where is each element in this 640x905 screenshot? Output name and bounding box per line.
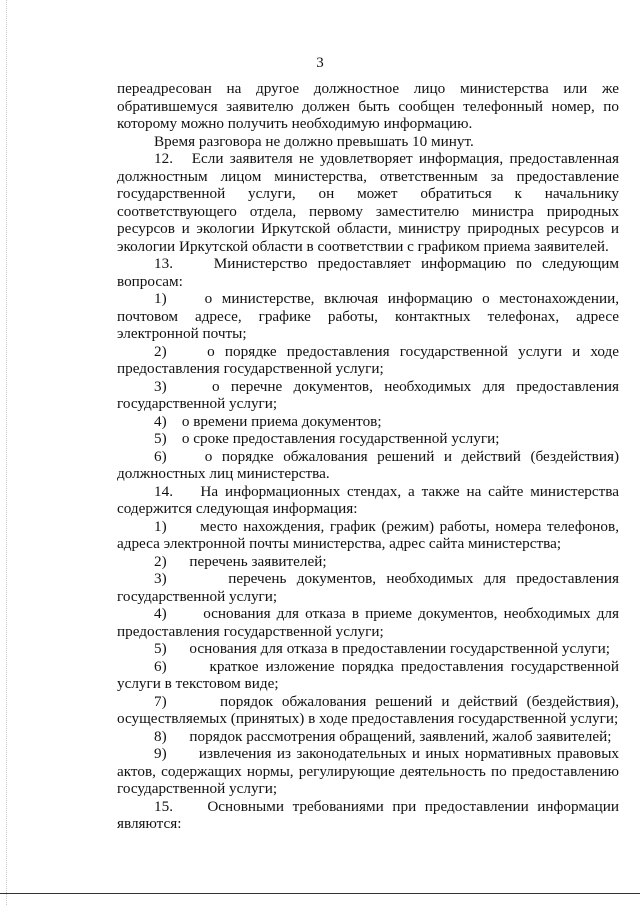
paragraph: переадресован на другое должностное лицо министерства или же обратившемуся заявителю должен быть сообщен телефонный номер, по которому можно получить необходимую информацию.	[117, 80, 619, 132]
list-item: 2) перечень заявителей;	[154, 552, 327, 570]
list-item: 4) основания для отказа в приеме документов, необходимых для предоставления государственной услуги;	[117, 605, 619, 640]
page-edge-line	[6, 0, 7, 905]
paragraph: 13. Министерство предоставляет информацию по следующим вопросам:	[117, 255, 619, 290]
list-item: 7) порядок обжалования решений и действий (бездействия), осуществляемых (принятых) в ходе предоставления государственной услуги;	[117, 692, 619, 727]
list-item: 1) место нахождения, график (режим) работы, номера телефонов, адреса электронной почты министерства, адрес сайта министерства;	[117, 517, 619, 552]
list-item: 1) о министерстве, включая информацию о местонахождении, почтовом адресе, графике работы, контактных телефонах, адресе электронной почты;	[117, 290, 619, 342]
list-item: 5) основания для отказа в предоставлении государственной услуги;	[154, 640, 610, 657]
paragraph: Время разговора не должно превышать 10 минут.	[154, 132, 474, 150]
paragraph: 14. На информационных стендах, а также на сайте министерства содержится следующая информация:	[117, 482, 619, 517]
list-item: 9) извлечения из законодательных и иных нормативных правовых актов, содержащих нормы, регулирующие деятельность по предоставлению государственной услуги;	[117, 745, 619, 797]
list-item: 2) о порядке предоставления государственной услуги и ходе предоставления государственной услуги;	[117, 342, 619, 377]
list-item: 3) перечень документов, необходимых для предоставления государственной услуги;	[117, 570, 619, 605]
paragraph: 12. Если заявителя не удовлетворяет информация, предоставленная должностным лицом министерства, ответственным за предоставление государственной услуги, он может обратиться к начальнику соответствующего отдела, первому заместителю министра природных ресурсов и экологии Иркутской области, министру природных ресурсов и экологии Иркутской области в соответствии с графиком приема заявителей.	[117, 150, 619, 255]
list-item: 3) о перечне документов, необходимых для предоставления государственной услуги;	[117, 377, 619, 412]
list-item: 8) порядок рассмотрения обращений, заявлений, жалоб заявителей;	[154, 727, 612, 745]
list-item: 6) о порядке обжалования решений и действий (бездействия) должностных лиц министерства.	[117, 447, 619, 482]
page-bottom-border	[0, 893, 640, 894]
list-item: 6) краткое изложение порядка предоставления государственной услуги в текстовом виде;	[117, 657, 619, 692]
document-body	[117, 80, 619, 833]
paragraph: 15. Основными требованиями при предоставлении информации являются:	[117, 797, 619, 832]
list-item: 5) о сроке предоставления государственной услуги;	[154, 430, 500, 447]
page-number: 3	[316, 55, 324, 71]
list-item: 4) о времени приема документов;	[154, 412, 382, 430]
